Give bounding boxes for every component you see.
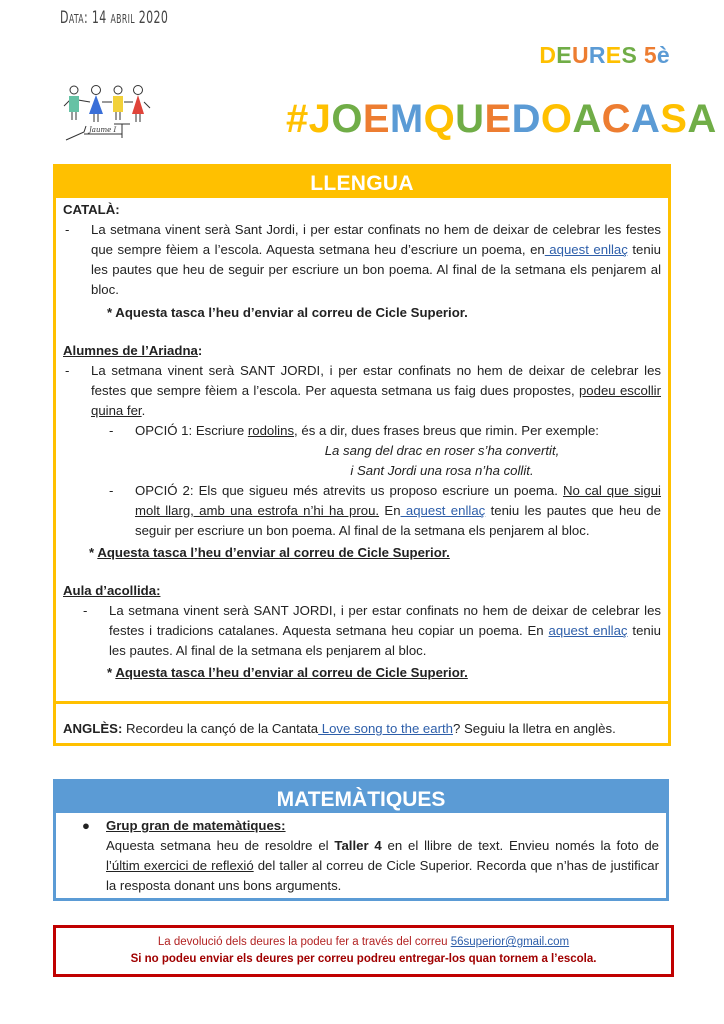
colored-letter: # [286,97,309,141]
dash-bullet: - [65,222,70,237]
math-block [56,813,666,896]
svg-text:Jaume I: Jaume I [89,126,117,134]
colored-letter [637,42,644,68]
llengua-header: LLENGUA [56,167,668,198]
colored-letter: è [656,42,670,68]
colored-letter: D [511,97,541,141]
love-song-link[interactable]: Love song to the earth [318,721,453,736]
matematiques-section [53,779,669,901]
acollida-block [56,581,668,683]
school-logo-icon [62,82,158,144]
catala-note: * Aquesta tasca l’heu d’enviar al correu de Cicle Superior. [107,305,468,320]
colored-letter: J [308,97,332,141]
colored-letter: D [539,42,557,68]
angles-block: ANGLÈS: Recordeu la cançó de la Cantata Love song to the earth? Seguiu la lletra en anglès. [63,721,616,736]
llengua-section [53,164,671,746]
colored-letter: S [621,42,638,68]
colored-letter: E [605,42,622,68]
acollida-poem-link[interactable]: aquest enllaç [548,623,628,638]
catala-block [56,200,668,323]
colored-letter: O [540,97,573,141]
dash-bullet: - [109,483,114,498]
colored-letter: E [362,97,390,141]
ariadna-title: Alumnes de l’Ariadna: [63,343,203,358]
acollida-note: * Aquesta tasca l’heu d’enviar al correu de Cicle Superior. [107,665,468,680]
colored-letter: A [572,97,602,141]
ariadna-poem-link[interactable]: aquest enllaç [400,503,486,518]
dash-bullet: - [109,423,114,438]
colored-letter: A [630,97,661,141]
footer-line-1: La devolució dels deures la podeu fer a través del correu 56superior@gmail.com [157,936,570,948]
colored-letter: C [601,97,631,141]
catala-title: CATALÀ: [63,202,120,217]
acollida-title: Aula d’acollida: [63,583,161,598]
angles-label: ANGLÈS: [63,721,123,736]
colored-letter: U [571,42,589,68]
option-1: - OPCIÓ 1: Escriure rodolins, és a dir, dues frases breus que rimin. Per exemple: [63,421,661,441]
option-2: - OPCIÓ 2: Els que sigueu més atrevits us proposo escriure un poema. No cal que sigui molt llarg, amb una estrofa n’hi ha prou. En aquest enllaç teniu les pautes que heu de seguir per escriure un bon poema. Al final de la setmana els penjarem al bloc. [63,481,661,541]
colored-letter: 5 [643,42,657,68]
colored-letter: S [660,97,688,141]
colored-letter: E [484,97,512,141]
date-label: Data: 14 abril 2020 [60,8,169,28]
bullet-icon: ● [82,818,90,833]
colored-letter: A [687,97,717,141]
matematiques-header: MATEMÀTIQUES [56,782,666,813]
colored-letter: U [455,97,485,141]
footer-line-2: Si no podeu enviar els deures per correu podreu entregar-los quan tornem a l’escola. [130,953,597,965]
catala-paragraph: La setmana vinent serà Sant Jordi, i per estar confinats no hem de deixar de celebrar les festes que sempre fèiem a l’escola. Aquesta setmana heu d’escriure un poema, en aquest enllaç teniu les pautes que heu de seguir per escriure un bon poema. Al final de la setmana els penjarem al bloc. [91,222,661,297]
math-group-title: Grup gran de matemàtiques: [106,818,286,833]
colored-letter: O [331,97,363,141]
poem-line-1: La sang del drac en roser s’ha convertit, [324,443,560,458]
deures-title [539,42,670,69]
colored-letter: E [556,42,572,68]
math-paragraph: Aquesta setmana heu de resoldre el Taller 4 en el llibre de text. Envieu només la foto de l’últim exercici de reflexió del taller al correu de Cicle Superior. Recorda que n’has de justificar la resposta donant uns bons arguments. [106,838,660,893]
catala-poem-link[interactable]: aquest enllaç [544,242,628,257]
colored-letter: Q [423,97,456,141]
colored-letter: M [389,97,424,141]
dash-bullet: - [65,363,70,378]
acollida-paragraph: La setmana vinent serà SANT JORDI, i per estar confinats no hem de deixar de celebrar les festes i tradicions catalanes. Aquesta setmana heu copiar un poema. En aquest enllaç teniu les pautes. Al final de la setmana els penjarem al bloc. [109,603,661,658]
joemquedoacasa-headline [286,96,717,142]
ariadna-block [56,341,668,563]
dash-bullet: - [83,603,88,618]
colored-letter: R [588,42,606,68]
footer-notice [53,925,674,977]
ariadna-paragraph: La setmana vinent serà SANT JORDI, i per estar confinats no hem de deixar de celebrar les festes que sempre fèiem a l’escola. Per aquesta setmana us faig dues propostes, podeu escollir quina fer. [91,363,661,418]
poem-line-2: i Sant Jordi una rosa n’ha collit. [350,463,534,478]
email-link[interactable]: 56superior@gmail.com [450,936,570,948]
ariadna-note: * Aquesta tasca l’heu d’enviar al correu de Cicle Superior. [89,545,450,560]
